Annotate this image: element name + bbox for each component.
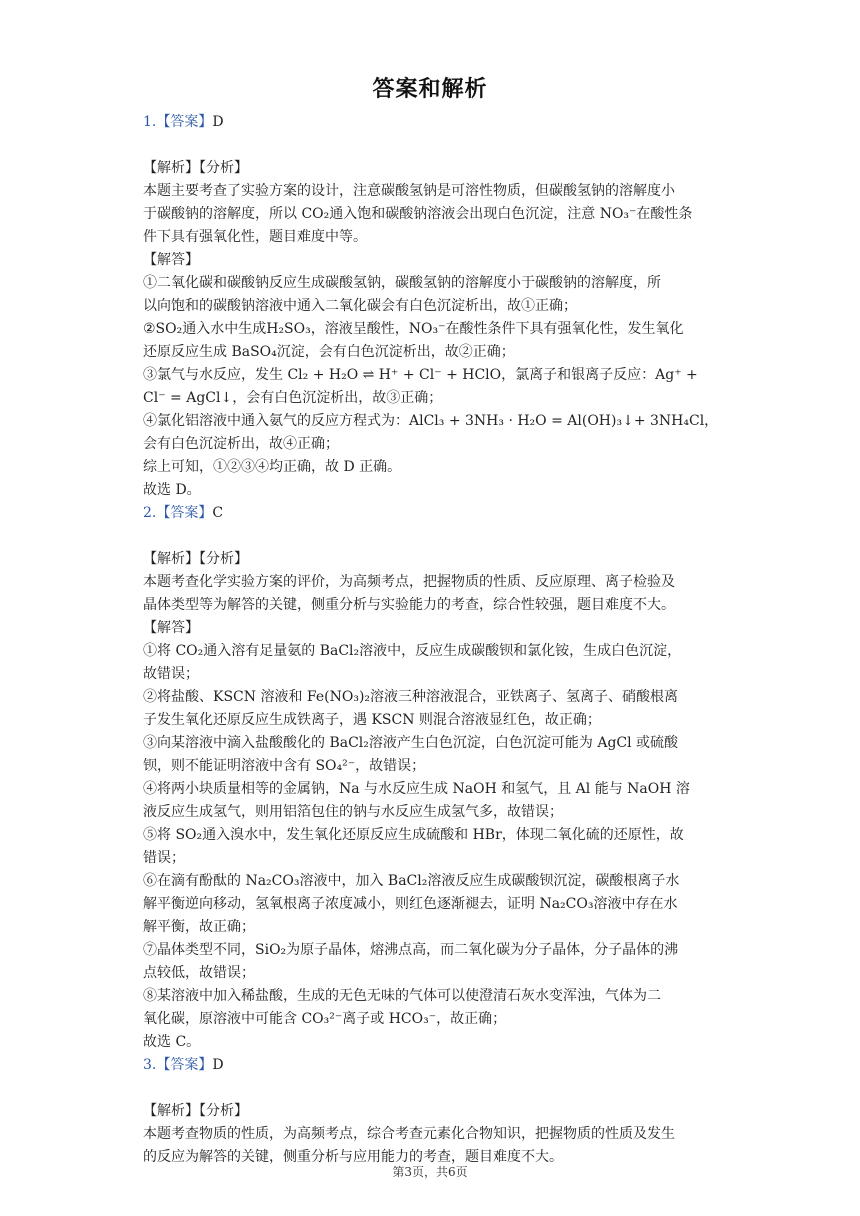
q3-answer-line [143,1054,718,1077]
answer-content [143,111,718,1169]
q2-solution-line: ⑤将 SO₂通入溴水中，发生氧化还原反应生成硫酸和 HBr，体现二氧化硫的还原性，故 [143,827,684,843]
q2-solution-line: 点较低，故错误； [143,965,255,981]
q2-answer-line [143,502,718,525]
q2-analysis-line: 本题考查化学实验方案的评价，为高频考点，把握物质的性质、反应原理、离子检验及 [143,574,675,590]
q1-solution-line: 综上可知，①②③④均正确，故 D 正确。 [143,459,402,475]
q2-solution-tag: 【解答】 [143,620,199,636]
q2-analysis-tag: 【解析】【分析】 [143,551,248,567]
q2-solution-line: ④将两小块质量相等的金属钠，Na 与水反应生成 NaOH 和氢气，且 Al 能与 NaOH 溶 [143,781,690,797]
spacer [143,525,718,548]
q3-answer-tag: 【答案】 [156,1057,213,1073]
spacer [143,1077,718,1100]
q1-solution-line: Cl⁻ = AgCl↓，会有白色沉淀析出，故③正确； [143,390,443,406]
q2-solution-line: 子发生氧化还原反应生成铁离子，遇 KSCN 则混合溶液显红色，故正确； [143,712,601,728]
q1-answer-line [143,111,718,134]
q1-solution-line: 故选 D。 [143,482,201,498]
q1-answer-value: D [212,114,224,130]
q2-solution-line: ①将 CO₂通入溶有足量氨的 BaCl₂溶液中，反应生成碳酸钡和氯化铵，生成白色沉淀， [143,643,682,659]
q2-solution-line: 错误； [143,850,185,866]
q1-analysis-tag: 【解析】【分析】 [143,160,248,176]
q1-analysis-line: 件下具有强氧化性，题目难度中等。 [143,229,367,245]
q1-solution-tag: 【解答】 [143,252,199,268]
q2-solution-line: 解平衡逆向移动，氢氧根离子浓度减小，则红色逐渐褪去，证明 Na₂CO₃溶液中存在水 [143,896,678,912]
q3-answer-value: D [212,1057,224,1073]
q2-solution-line: 氧化碳，原溶液中可能含 CO₃²⁻离子或 HCO₃⁻，故正确； [143,1011,507,1027]
q2-solution-line: 故选 C。 [143,1034,201,1050]
q2-solution-line: ⑧某溶液中加入稀盐酸，生成的无色无味的气体可以使澄清石灰水变浑浊，气体为二 [143,988,661,1004]
q2-answer-tag: 【答案】 [156,505,213,521]
q1-analysis-line: 于碳酸钠的溶解度，所以 CO₂通入饱和碳酸钠溶液会出现白色沉淀，注意 NO₃⁻在酸性条 [143,206,693,222]
q1-answer-tag: 【答案】 [156,114,213,130]
page-footer: 第3页，共6页 [392,1165,468,1179]
q3-number: 3. [143,1057,157,1073]
q1-solution-line: 以向饱和的碳酸钠溶液中通入二氧化碳会有白色沉淀析出，故①正确； [143,298,577,314]
q3-analysis-line: 的反应为解答的关键，侧重分析与应用能力的考查，题目难度不大。 [143,1149,563,1165]
q2-solution-line: ⑥在滴有酚酞的 Na₂CO₃溶液中，加入 BaCl₂溶液反应生成碳酸钡沉淀，碳酸根离子水 [143,873,680,889]
q1-solution-line: 还原反应生成 BaSO₄沉淀，会有白色沉淀析出，故②正确； [143,344,515,360]
q2-solution-line: 故错误； [143,666,199,682]
q1-solution-line: 会有白色沉淀析出，故④正确； [143,436,339,452]
q1-solution-line: ③氯气与水反应，发生 Cl₂ + H₂O ⇌ H⁺ + Cl⁻ + HClO，氯离子和银离子反应：Ag⁺ + [143,367,698,383]
q2-solution-line: ⑦晶体类型不同，SiO₂为原子晶体，熔沸点高，而二氧化碳为分子晶体，分子晶体的沸 [143,942,679,958]
q2-analysis-line: 晶体类型等为解答的关键，侧重分析与实验能力的考查，综合性较强，题目难度不大。 [143,597,675,613]
q2-solution-line: 液反应生成氢气，则用铝箔包住的钠与水反应生成氢气多，故错误； [143,804,563,820]
q3-analysis-line: 本题考查物质的性质，为高频考点，综合考查元素化合物知识，把握物质的性质及发生 [143,1126,675,1142]
q2-solution-line: 解平衡，故正确； [143,919,255,935]
q2-solution-line: ③向某溶液中滴入盐酸酸化的 BaCl₂溶液产生白色沉淀，白色沉淀可能为 AgCl 或硫酸 [143,735,679,751]
q2-number: 2. [143,505,157,521]
q1-solution-line: ④氯化铝溶液中通入氨气的反应方程式为：AlCl₃ + 3NH₃ · H₂O = Al(OH)₃↓+ 3NH₄Cl， [143,413,719,429]
q2-solution-line: ②将盐酸、KSCN 溶液和 Fe(NO₃)₂溶液三种溶液混合，亚铁离子、氢离子、硝酸根离 [143,689,679,705]
q1-solution-line: ②SO₂通入水中生成H₂SO₃，溶液呈酸性，NO₃⁻在酸性条件下具有强氧化性，发生氧化 [143,321,684,337]
q1-number: 1. [143,114,157,130]
q2-answer-value: C [212,505,224,521]
q1-solution-line: ①二氧化碳和碳酸钠反应生成碳酸氢钠，碳酸氢钠的溶解度小于碳酸钠的溶解度，所 [143,275,661,291]
q1-analysis-line: 本题主要考查了实验方案的设计，注意碳酸氢钠是可溶性物质，但碳酸氢钠的溶解度小 [143,183,675,199]
spacer [143,134,718,157]
q3-analysis-tag: 【解析】【分析】 [143,1103,248,1119]
page-title: 答案和解析 [372,77,488,102]
q2-solution-line: 钡，则不能证明溶液中含有 SO₄²⁻，故错误； [143,758,426,774]
